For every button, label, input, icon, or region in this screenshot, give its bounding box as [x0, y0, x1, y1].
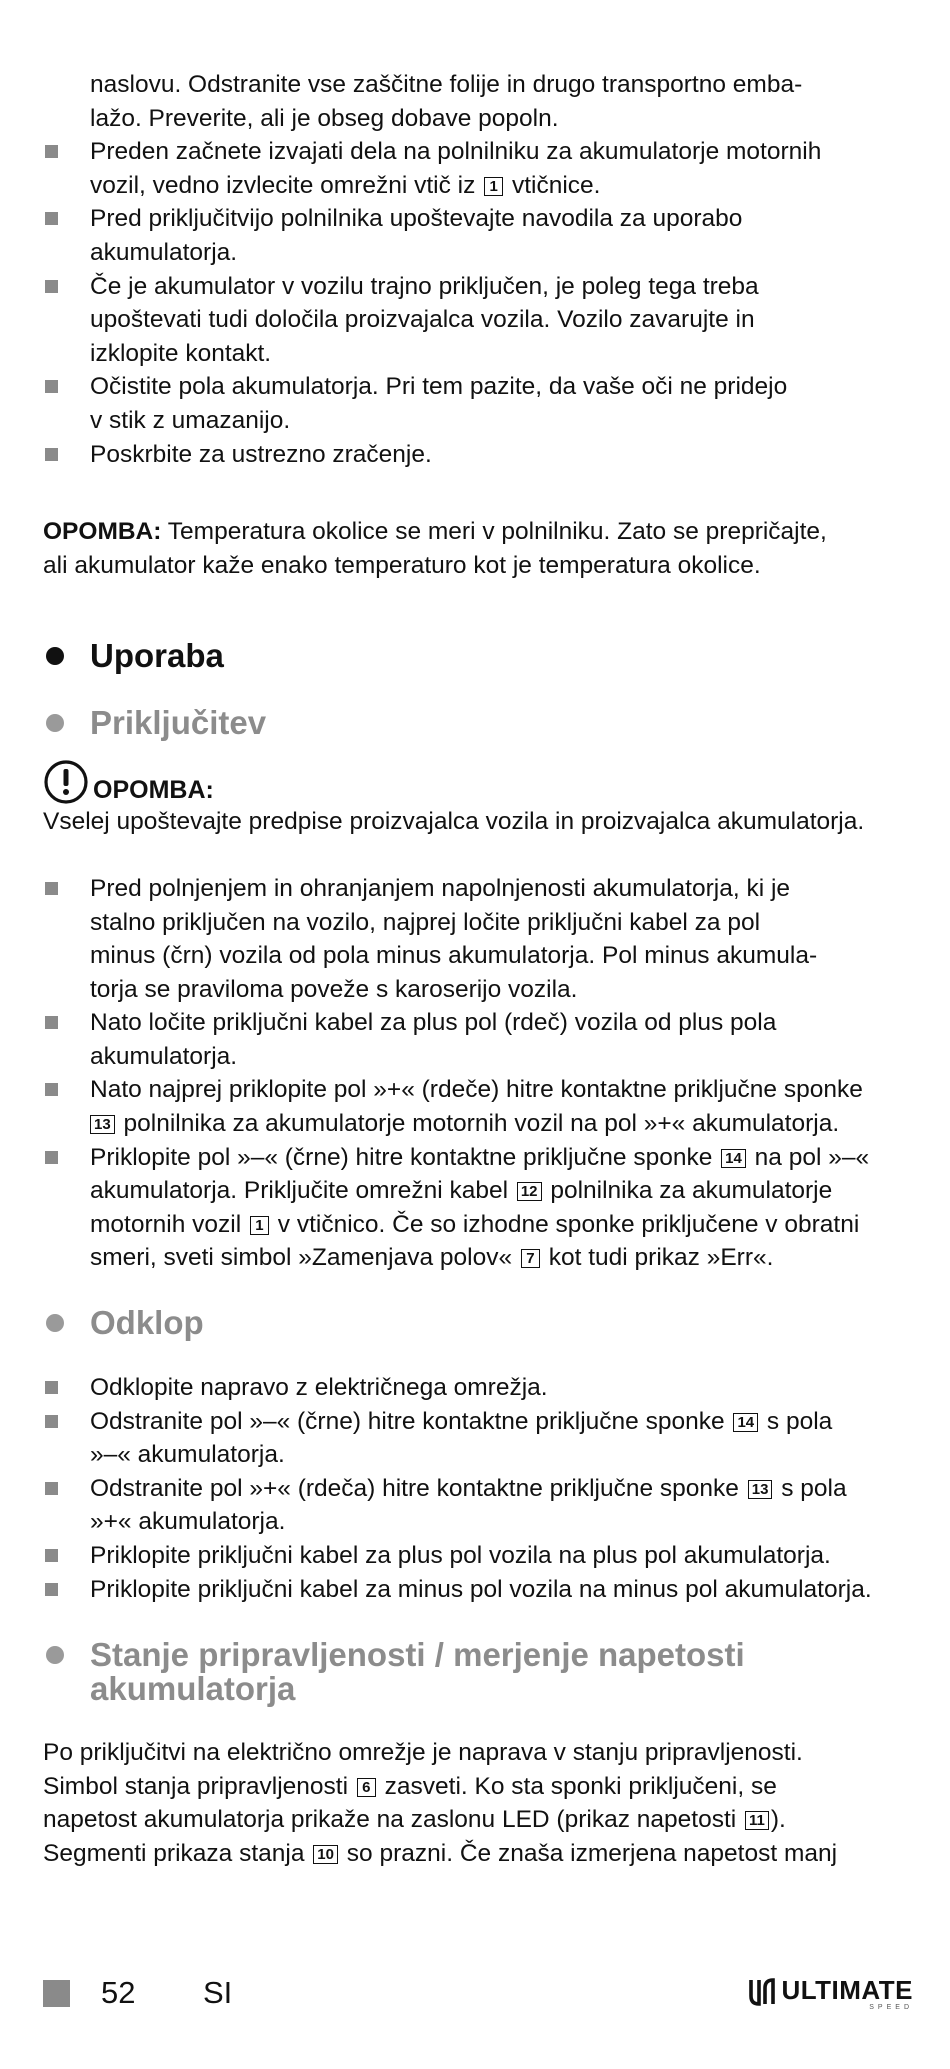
bullet-dot-icon — [46, 647, 64, 665]
intro-continuation — [43, 68, 913, 135]
text-span: akumulatorja. Priključite omrežni kabel — [90, 1177, 509, 1205]
text-line: Pred polnjenjem in ohranjanjem napolnjenosti akumulatorja, ki je — [90, 874, 791, 902]
text-line: lažo. Preverite, ali je obseg dobave popoln. — [90, 104, 559, 132]
intro-bullet-list — [43, 135, 913, 471]
text-span: polnilnika za akumulatorje — [543, 1177, 833, 1205]
warning-note — [43, 759, 913, 805]
part-ref-box: 12 — [517, 1182, 542, 1201]
page-number: 52 — [101, 1975, 136, 2010]
list-item — [43, 370, 913, 437]
text-line: ali akumulator kaže enako temperaturo kot je temperatura okolice. — [43, 551, 761, 579]
exclamation-circle-icon — [43, 759, 89, 805]
part-ref-box: 1 — [484, 177, 503, 196]
text-span: smeri, sveti simbol »Zamenjava polov« — [90, 1244, 513, 1272]
bullet-square-icon — [45, 1083, 58, 1096]
text-span: napetost akumulatorja prikaže na zaslonu LED (prikaz napetosti — [43, 1806, 737, 1834]
heading-text: Stanje pripravljenosti / merjenje napetosti — [90, 1636, 745, 1674]
text-line: Očistite pola akumulatorja. Pri tem pazite, da vaše oči ne pridejo — [90, 373, 788, 401]
text-line: Nato najprej priklopite pol »+« (rdeče) hitre kontaktne priključne sponke — [90, 1076, 863, 1104]
text-line — [90, 169, 913, 203]
text-span: Simbol stanja pripravljenosti — [43, 1772, 349, 1800]
text-line: minus (črn) vozila od pola minus akumulatorja. Pol minus akumula- — [90, 942, 818, 970]
text-span: ). — [770, 1806, 786, 1834]
bullet-dot-icon — [46, 1314, 64, 1332]
text-line: Po priključitvi na električno omrežje je naprava v stanju pripravljenosti. — [43, 1739, 803, 1767]
text-line: Nato ločite priključni kabel za plus pol (rdeč) vozila od plus pola — [90, 1009, 777, 1037]
text-span: so prazni. Če znaša izmerjena napetost manj — [339, 1839, 838, 1867]
text-line: »–« akumulatorja. — [90, 1441, 285, 1469]
text-line — [90, 1174, 913, 1208]
language-code: SI — [203, 1975, 233, 2010]
text-line — [90, 1107, 913, 1141]
text-span: Priklopite pol »–« (črne) hitre kontaktne priključne sponke — [90, 1143, 713, 1171]
text-span: na pol »–« — [747, 1143, 870, 1171]
text-line: akumulatorja. — [90, 1042, 238, 1070]
list-item — [43, 438, 913, 472]
ultimate-speed-logo-icon — [747, 1976, 777, 2013]
list-item — [43, 202, 913, 269]
list-item — [43, 1371, 913, 1405]
part-ref-box: 14 — [721, 1149, 746, 1168]
part-ref-box: 13 — [748, 1480, 773, 1499]
bullet-square-icon — [45, 1381, 58, 1394]
text-span: s pola — [760, 1407, 833, 1435]
text-line — [43, 1837, 913, 1871]
ready-paragraph — [43, 1736, 913, 1870]
text-line — [90, 1472, 913, 1506]
text-line: akumulatorja. — [90, 238, 238, 266]
part-ref-box: 14 — [733, 1413, 758, 1432]
text-line: Priklopite priključni kabel za minus pol vozila na minus pol akumulatorja. — [90, 1575, 872, 1603]
footer-square-icon — [43, 1980, 70, 2007]
bullet-square-icon — [45, 1549, 58, 1562]
text-line: v stik z umazanijo. — [90, 406, 291, 434]
text-span: zasveti. Ko sta sponki priključeni, se — [377, 1772, 777, 1800]
disconnect-bullet-list — [43, 1371, 913, 1606]
text-line: Odklopite napravo z električnega omrežja. — [90, 1374, 548, 1402]
heading-text: akumulatorja — [90, 1670, 296, 1708]
bullet-square-icon — [45, 212, 58, 225]
text-span: Odstranite pol »+« (rdeča) hitre kontaktne priključne sponke — [90, 1474, 739, 1502]
part-ref-box: 13 — [90, 1115, 115, 1134]
text-span: v vtičnico. Če so izhodne sponke priključene v obratni — [270, 1210, 860, 1238]
list-item — [43, 1405, 913, 1472]
text-line: Priklopite priključni kabel za plus pol vozila na plus pol akumulatorja. — [90, 1542, 831, 1569]
text-line: torja se praviloma poveže s karoserijo vozila. — [90, 975, 578, 1003]
bullet-dot-icon — [46, 714, 64, 732]
bullet-square-icon — [45, 1016, 58, 1029]
text-line — [43, 1770, 913, 1804]
bullet-square-icon — [45, 145, 58, 158]
brand-subtitle: SPEED — [869, 2004, 913, 2011]
text-span: vtičnice. — [511, 171, 601, 199]
heading-text: Uporaba — [90, 637, 224, 675]
section-heading-odklop — [43, 1303, 913, 1343]
section-heading-uporaba — [43, 636, 913, 676]
text-line — [90, 1405, 913, 1439]
text-span: kot tudi prikaz »Err«. — [541, 1244, 774, 1272]
page-footer — [43, 1972, 913, 2012]
text-line — [43, 1803, 913, 1837]
bullet-square-icon — [45, 380, 58, 393]
list-item — [43, 1073, 913, 1140]
text-line: Pred priključitvijo polnilnika upoštevajte navodila za uporabo — [90, 205, 743, 233]
text-line: naslovu. Odstranite vse zaščitne folije in drugo transportno emba- — [90, 71, 803, 98]
text-line: upoštevati tudi določila proizvajalca vozila. Vozilo zavarujte in — [90, 306, 755, 334]
text-line: Če je akumulator v vozilu trajno priključen, je poleg tega treba — [90, 272, 759, 300]
list-item — [43, 1006, 913, 1073]
text-span: Odstranite pol »–« (črne) hitre kontaktne priključne sponke — [90, 1407, 725, 1435]
page-content — [43, 68, 913, 1871]
part-ref-box: 11 — [745, 1811, 769, 1830]
bullet-square-icon — [45, 448, 58, 461]
note-label: OPOMBA: — [43, 518, 162, 546]
text-span: vozil, vedno izvlecite omrežni vtič iz — [90, 171, 476, 199]
bullet-square-icon — [45, 1415, 58, 1428]
text-line: Poskrbite za ustrezno zračenje. — [90, 440, 432, 468]
heading-text: Priključitev — [90, 704, 267, 742]
text-span: motornih vozil — [90, 1210, 242, 1238]
text-line — [43, 515, 913, 549]
list-item — [43, 872, 913, 1006]
part-ref-box: 10 — [313, 1845, 338, 1864]
text-line: Preden začnete izvajati dela na polnilniku za akumulatorje motornih — [90, 138, 822, 166]
list-item — [43, 1573, 913, 1607]
brand-logo — [747, 1976, 913, 2013]
text-line: »+« akumulatorja. — [90, 1508, 286, 1536]
list-item — [43, 270, 913, 371]
part-ref-box: 1 — [250, 1216, 269, 1235]
note-label: OPOMBA: — [93, 776, 214, 805]
list-item — [43, 1539, 913, 1573]
text-line — [90, 1241, 913, 1275]
part-ref-box: 6 — [357, 1778, 376, 1797]
text-line: stalno priključen na vozilo, najprej ločite priključni kabel za pol — [90, 908, 761, 936]
bullet-square-icon — [45, 280, 58, 293]
section-heading-stanje-pripravljenosti — [43, 1638, 913, 1706]
list-item — [43, 1472, 913, 1539]
brand-name: ULTIMATE — [781, 1975, 913, 2005]
text-line — [90, 1141, 913, 1175]
bullet-square-icon — [45, 1151, 58, 1164]
list-item — [43, 1141, 913, 1275]
bullet-dot-icon — [46, 1646, 64, 1664]
text-span: Segmenti prikaza stanja — [43, 1839, 305, 1867]
section-heading-prikljucitev — [43, 703, 913, 743]
text-span: s pola — [774, 1474, 847, 1502]
text-line — [90, 1208, 913, 1242]
heading-text: Odklop — [90, 1304, 204, 1342]
part-ref-box: 7 — [521, 1249, 540, 1268]
text-line: izklopite kontakt. — [90, 339, 272, 367]
bullet-square-icon — [45, 1482, 58, 1495]
warning-text: Vselej upoštevajte predpise proizvajalca vozila in proizvajalca akumulatorja. — [43, 808, 865, 836]
text-span: Temperatura okolice se meri v polnilniku. Zato se prepričajte, — [161, 518, 827, 546]
list-item — [43, 135, 913, 202]
note-temperature — [43, 515, 913, 582]
text-span: polnilnika za akumulatorje motornih vozil na pol »+« akumulatorja. — [116, 1110, 840, 1138]
bullet-square-icon — [45, 1583, 58, 1596]
connect-bullet-list — [43, 872, 913, 1275]
bullet-square-icon — [45, 882, 58, 895]
